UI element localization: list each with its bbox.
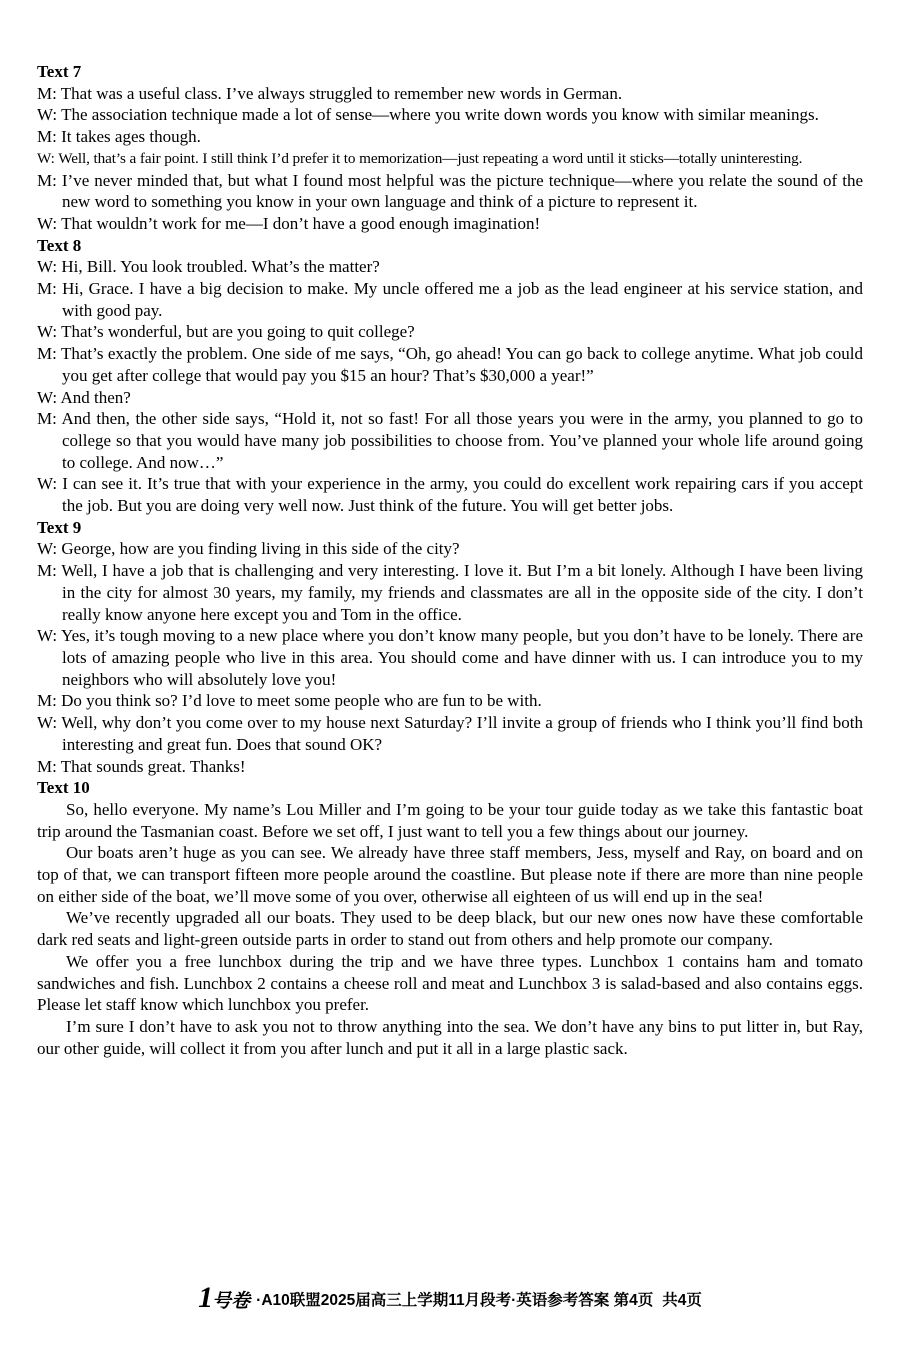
speaker-label: M: <box>37 279 57 299</box>
dialogue-text: Well, I have a job that is challenging and very interesting. I love it. But I’m a bit lonely. Although I have been living in the city for almost 30 years, my family, my friends and classmates are all in the opposite side of the city. I don’t really know anyone here except you and Tom in the office. <box>61 561 863 624</box>
speaker-label: M: <box>37 561 57 581</box>
dialogue-text: I can see it. It’s true that with your experience in the army, you could do excellent work repairing cars if you accept the job. But you are doing very well now. Just think of the future. You will get better jobs. <box>62 474 864 516</box>
dialogue-line <box>37 126 863 148</box>
dialogue-line <box>37 690 863 712</box>
dialogue-text: And then? <box>60 387 131 407</box>
dialogue-line <box>37 756 863 778</box>
dialogue-text: It takes ages though. <box>61 127 201 147</box>
dialogue-line <box>37 170 863 213</box>
dialogue-line <box>37 625 863 690</box>
section-text-7 <box>37 61 863 235</box>
footer-text: ·A10联盟2025届高三上学期11月段考·英语参考答案 第4页 <box>256 1292 654 1309</box>
brand-logo-chars: 号卷 <box>212 1291 251 1312</box>
speaker-label: M: <box>37 344 57 364</box>
dialogue-text: That wouldn’t work for me—I don’t have a good enough imagination! <box>61 213 541 233</box>
dialogue-line <box>37 148 863 170</box>
dialogue-text: That was a useful class. I’ve always struggled to remember new words in German. <box>60 83 623 103</box>
monologue-paragraph: Our boats aren’t huge as you can see. We already have three staff members, Jess, myself and Ray, on board and on top of that, we can transport fifteen more people around the coastline. But please note if there are more than nine people on either side of the boat, we’ll move some of you over, otherwise all eighteen of us will end up in the sea! <box>37 843 863 906</box>
speaker-label: W: <box>37 149 55 167</box>
brand-logo-digit: 1 <box>198 1281 213 1314</box>
section-heading: Text 8 <box>37 235 82 255</box>
section-text-10 <box>37 777 863 1059</box>
page-number: 共4页 <box>662 1292 702 1309</box>
brand-logo <box>198 1281 251 1314</box>
monologue-paragraph: We offer you a free lunchbox during the trip and we have three types. Lunchbox 1 contains ham and tomato sandwiches and fish. Lunchbox 2 contains a cheese roll and meat and Lunchbox 3 is salad-based and also contains eggs. Please let staff know which lunchbox you prefer. <box>37 951 863 1015</box>
speaker-label: M: <box>37 170 57 190</box>
dialogue-line <box>37 321 863 343</box>
monologue-paragraph: So, hello everyone. My name’s Lou Miller and I’m going to be your tour guide today as we take this fantastic boat trip around the Tasmanian coast. Before we set off, I just want to tell you a few things about our journey. <box>37 799 863 841</box>
speaker-label: M: <box>37 127 57 147</box>
speaker-label: M: <box>37 756 57 776</box>
speaker-label: M: <box>37 409 57 429</box>
dialogue-text: The association technique made a lot of sense—where you write down words you know with similar meanings. <box>61 105 819 125</box>
section-text-8 <box>37 235 863 517</box>
dialogue-line <box>37 213 863 235</box>
dialogue-line <box>37 343 863 386</box>
dialogue-text: Hi, Grace. I have a big decision to make. My uncle offered me a job as the lead engineer at his service station, and with good pay. <box>62 279 863 320</box>
dialogue-text: And then, the other side says, “Hold it, not so fast! For all those years you were in the army, you planned to go to college so that you would have many job possibilities to choose from. You’ve planned your whole life around going to college. And now…” <box>61 409 863 472</box>
monologue-paragraph: We’ve recently upgraded all our boats. They used to be deep black, but our new ones now have these comfortable dark red seats and light-green outside parts in order to stand out from others and help promote our company. <box>37 908 863 950</box>
dialogue-line <box>37 538 863 560</box>
speaker-label: W: <box>37 626 58 646</box>
speaker-label: W: <box>37 257 58 277</box>
speaker-label: W: <box>37 105 58 125</box>
dialogue-text: That’s wonderful, but are you going to quit college? <box>61 322 415 342</box>
dialogue-text: Do you think so? I’d love to meet some people who are fun to be with. <box>61 691 542 711</box>
page-footer <box>0 1281 900 1315</box>
speaker-label: W: <box>37 713 58 733</box>
monologue-paragraph: I’m sure I don’t have to ask you not to throw anything into the sea. We don’t have any bins to put litter in, but Ray, our other guide, will collect it from you after lunch and put it all in a large plastic sack. <box>37 1016 863 1058</box>
dialogue-text: Hi, Bill. You look troubled. What’s the matter? <box>61 257 380 277</box>
dialogue-line <box>37 104 863 126</box>
section-heading: Text 9 <box>37 517 82 537</box>
speaker-label: W: <box>37 213 58 233</box>
speaker-label: W: <box>37 539 58 559</box>
dialogue-line <box>37 560 863 625</box>
dialogue-text: George, how are you finding living in this side of the city? <box>61 539 460 559</box>
dialogue-text: That’s exactly the problem. One side of me says, “Oh, go ahead! You can go back to college anytime. What job could you get after college that would pay you $15 an hour? That’s $30,000 a year!” <box>60 344 864 385</box>
speaker-label: W: <box>37 387 58 407</box>
dialogue-text: Yes, it’s tough moving to a new place where you don’t know many people, but you don’t have to be lonely. There are lots of amazing people who live in this area. You should come and have dinner with us. I can introduce you to my neighbors who will absolutely love you! <box>61 626 863 689</box>
dialogue-line <box>37 83 863 105</box>
dialogue-line <box>37 387 863 409</box>
section-text-9 <box>37 517 863 777</box>
speaker-label: W: <box>37 474 58 494</box>
section-heading: Text 10 <box>37 778 90 798</box>
section-heading: Text 7 <box>37 62 82 81</box>
dialogue-text: I’ve never minded that, but what I found most helpful was the picture technique—where you relate the sound of the new word to something you know in your own language and think of a picture to represent it. <box>61 170 864 212</box>
dialogue-text: That sounds great. Thanks! <box>60 756 246 776</box>
speaker-label: W: <box>37 322 58 342</box>
dialogue-line <box>37 712 863 755</box>
dialogue-line <box>37 278 863 321</box>
dialogue-line <box>37 256 863 278</box>
dialogue-line <box>37 473 863 516</box>
dialogue-line <box>37 408 863 473</box>
speaker-label: M: <box>37 83 57 103</box>
speaker-label: M: <box>37 691 57 711</box>
dialogue-text: Well, that’s a fair point. I still think I’d prefer it to memorization—just repeating a word until it sticks—totally uninteresting. <box>58 149 803 167</box>
dialogue-text: Well, why don’t you come over to my house next Saturday? I’ll invite a group of friends who I think you’ll find both interesting and great fun. Does that sound OK? <box>61 713 863 754</box>
